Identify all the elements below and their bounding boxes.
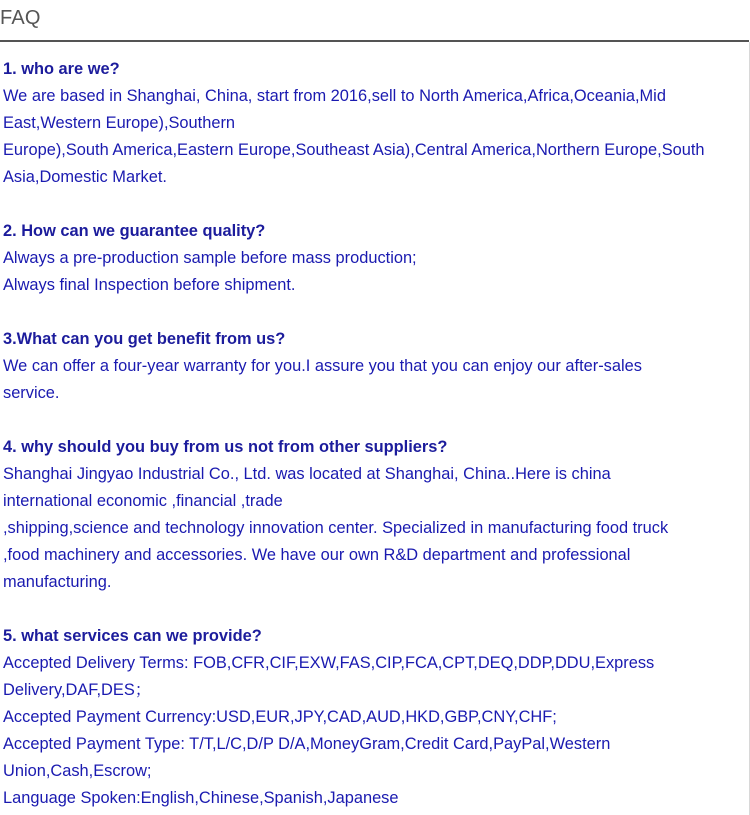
faq-answer-line: Asia,Domestic Market. (3, 168, 167, 186)
faq-answer-line: Accepted Payment Currency:USD,EUR,JPY,CAD,AUD,HKD,GBP,CNY,CHF; (3, 708, 557, 726)
faq-answer-line: service. (3, 384, 60, 402)
faq-title: FAQ (0, 7, 41, 29)
spacer (3, 191, 745, 218)
faq-answer-line: ,food machinery and accessories. We have our own R&D department and professional (3, 546, 631, 564)
faq-header (0, 0, 749, 42)
faq-answer-line: Language Spoken:English,Chinese,Spanish,Japanese (3, 789, 399, 807)
faq-question-2: 2. How can we guarantee quality? (3, 222, 266, 240)
faq-answer-line: Accepted Delivery Terms: FOB,CFR,CIF,EXW,FAS,CIP,FCA,CPT,DEQ,DDP,DDU,Express (3, 654, 655, 672)
faq-question-1: 1. who are we? (3, 60, 120, 78)
faq-answer-line: East,Western Europe),Southern (3, 114, 236, 132)
faq-answer-line: international economic ,financial ,trade (3, 492, 283, 510)
faq-answer-line: Always final Inspection before shipment. (3, 276, 296, 294)
faq-answer-line: Delivery,DAF,DES； (3, 681, 152, 699)
faq-question-5: 5. what services can we provide? (3, 627, 262, 645)
faq-answer-line: We are based in Shanghai, China, start from 2016,sell to North America,Africa,Oceania,Mid (3, 87, 666, 105)
faq-content (3, 56, 745, 812)
faq-answer-line: We can offer a four-year warranty for you.I assure you that you can enjoy our after-sales (3, 357, 642, 375)
faq-question-4: 4. why should you buy from us not from other suppliers? (3, 438, 448, 456)
faq-answer-line: manufacturing. (3, 573, 112, 591)
faq-answer-line: Europe),South America,Eastern Europe,Southeast Asia),Central America,Northern Europe,South (3, 141, 705, 159)
spacer (3, 596, 745, 623)
faq-answer-line: ,shipping,science and technology innovation center. Specialized in manufacturing food truck (3, 519, 669, 537)
faq-answer-line: Shanghai Jingyao Industrial Co., Ltd. was located at Shanghai, China..Here is china (3, 465, 611, 483)
spacer (3, 299, 745, 326)
spacer (3, 407, 745, 434)
faq-answer-line: Always a pre-production sample before mass production; (3, 249, 417, 267)
faq-answer-line: Union,Cash,Escrow; (3, 762, 152, 780)
faq-question-3: 3.What can you get benefit from us? (3, 330, 286, 348)
faq-answer-line: Accepted Payment Type: T/T,L/C,D/P D/A,MoneyGram,Credit Card,PayPal,Western (3, 735, 611, 753)
